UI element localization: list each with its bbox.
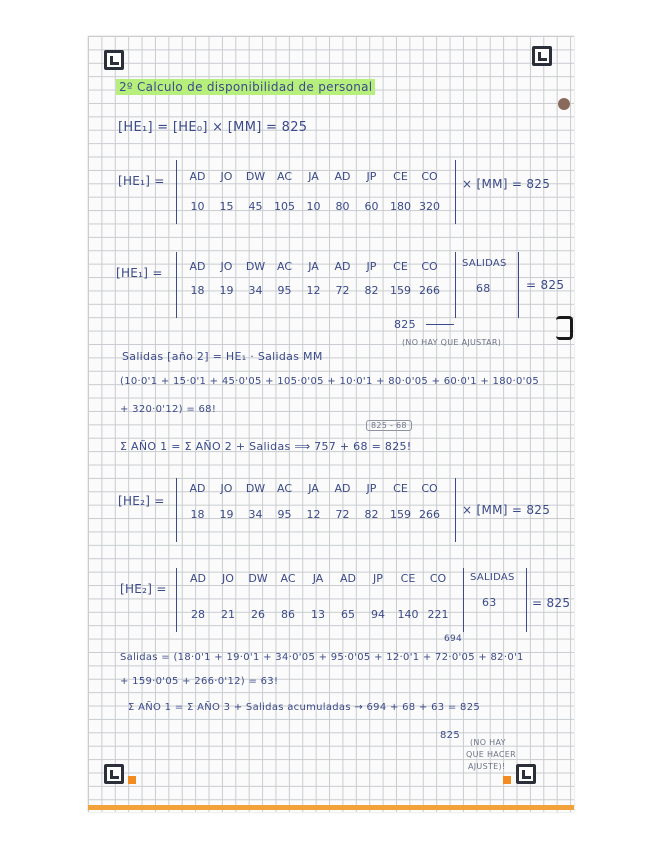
page-corner-mark-icon [104,50,124,70]
matrix-cell: JA [308,170,319,183]
matrix-cell: 34 [248,284,263,297]
matrix3-label: [HE₂] = [118,494,165,508]
matrix2-salidas [456,252,519,318]
calc1-line-a: (10·0'1 + 15·0'1 + 45·0'05 + 105·0'05 + 10·0'1 + 80·0'05 + 60·0'1 + 180·0'05 [120,376,540,387]
matrix-cell: 266 [419,508,440,521]
matrix4-headers [183,572,453,585]
matrix-cell: 19 [219,508,234,521]
matrix2-under-value: 825 [394,318,416,331]
matrix-cell: 28 [191,608,205,621]
matrix-cell: 72 [335,508,350,521]
matrix4-tail: = 825 [532,596,571,610]
matrix-cell: 10 [306,200,321,213]
bottom-note-3: AJUSTE)! [468,762,506,771]
matrix-cell: 86 [281,608,295,621]
matrix1-label: [HE₁] = [118,174,165,188]
matrix-cell: AD [189,170,206,183]
matrix-cell: 12 [306,284,321,297]
matrix-cell: 221 [427,608,449,621]
salidas2-line-b: + 159·0'05 + 266·0'12) = 63! [120,676,279,687]
calc1-line-b: + 320·0'12) = 68! [120,404,217,415]
page-corner-mark-icon [532,46,552,66]
arrow-icon [426,324,454,325]
matrix-cell: CE [400,572,416,585]
page-title: 2º Calculo de disponibilidad de personal [116,80,375,94]
matrix-cell: 140 [397,608,419,621]
matrix-cell: AD [190,572,206,585]
matrix-cell: CO [421,170,438,183]
matrix-cell: 159 [390,284,411,297]
salidas-value: 63 [482,596,497,609]
matrix-cell: 10 [190,200,205,213]
matrix-cell: 82 [364,508,379,521]
matrix3-values [183,508,444,521]
matrix-cell: 80 [335,200,350,213]
punch-hole-icon [558,98,570,110]
matrix4-under-value: 694 [444,634,463,644]
salidas-value: 68 [476,282,491,295]
matrix-cell: 95 [277,284,292,297]
matrix-cell: 82 [364,284,379,297]
matrix-cell: CO [421,482,438,495]
matrix-cell: AD [340,572,356,585]
bottom-value: 825 [440,730,460,741]
matrix-cell: 34 [248,508,263,521]
matrix-cell: 94 [371,608,385,621]
matrix4 [176,568,464,632]
matrix2 [176,252,456,318]
matrix-cell: 105 [274,200,295,213]
matrix-cell: CO [429,572,447,585]
matrix-cell: DW [245,482,266,495]
matrix-cell: 180 [390,200,411,213]
matrix-cell: JP [373,572,383,585]
matrix2-note: (NO HAY QUE AJUSTAR) [402,338,502,347]
salidas-year2-line: Salidas [año 2] = HE₁ · Salidas MM [122,350,323,363]
formula-he1: [HE₁] = [HE₀] × [MM] = 825 [118,120,308,135]
matrix-cell: AD [189,260,206,273]
matrix-cell: AD [334,170,351,183]
page-corner-mark-icon [516,764,536,784]
matrix-cell: AD [334,260,351,273]
matrix1-values [183,200,444,213]
matrix-cell: 72 [335,284,350,297]
matrix-cell: JP [366,170,377,183]
matrix-cell: JO [220,260,233,273]
salidas-label: SALIDAS [470,572,515,583]
matrix-cell: AC [276,170,292,183]
matrix-cell: JP [366,482,377,495]
matrix-cell: 13 [311,608,325,621]
matrix3 [176,478,456,542]
matrix-cell: CO [421,260,438,273]
matrix-cell: AD [334,482,351,495]
matrix-cell: JO [220,482,233,495]
matrix2-headers [183,260,444,273]
boxed-note: 825 - 68 [366,420,412,431]
matrix-cell: JP [366,260,377,273]
matrix-cell: 159 [390,508,411,521]
sum1-line: Σ AÑO 1 = Σ AÑO 2 + Salidas ⟹ 757 + 68 = 825! [120,440,412,453]
matrix2-label: [HE₁] = [116,266,163,280]
matrix-cell: CE [393,260,408,273]
matrix2-tail: = 825 [526,278,565,292]
matrix-cell: AC [276,260,292,273]
matrix-cell: 19 [219,284,234,297]
matrix-cell: AD [189,482,206,495]
matrix2-values [183,284,444,297]
orange-marker [128,776,136,784]
matrix4-values [183,608,453,621]
matrix3-headers [183,482,444,495]
salidas-label: SALIDAS [462,258,507,269]
matrix-cell: JA [308,482,319,495]
matrix-cell: 21 [221,608,235,621]
matrix-cell: JA [312,572,324,585]
binder-ring-icon [556,316,573,340]
matrix-cell: 45 [248,200,263,213]
matrix1-headers [183,170,444,183]
matrix4-label: [HE₂] = [120,582,167,596]
matrix-cell: 95 [277,508,292,521]
matrix-cell: JA [308,260,319,273]
sum2-line: Σ AÑO 1 = Σ AÑO 3 + Salidas acumuladas → 694 + 68 + 63 = 825 [128,702,481,713]
matrix-cell: 65 [341,608,355,621]
page-bottom-edge [88,805,574,810]
matrix-cell: AC [276,482,292,495]
matrix1 [176,160,456,224]
matrix-cell: DW [245,170,266,183]
matrix-cell: 266 [419,284,440,297]
matrix-cell: 60 [364,200,379,213]
orange-marker [503,776,511,784]
salidas2-line-a: Salidas = (18·0'1 + 19·0'1 + 34·0'05 + 95·0'05 + 12·0'1 + 72·0'05 + 82·0'1 [120,652,524,663]
bottom-note-2: QUE HACER [466,750,516,759]
matrix1-tail: × [MM] = 825 [462,177,551,191]
matrix4-salidas [464,568,527,632]
matrix-cell: 320 [419,200,440,213]
notebook-page [88,36,574,812]
matrix-cell: 12 [306,508,321,521]
matrix-cell: 26 [251,608,265,621]
matrix-cell: DW [248,572,268,585]
matrix-cell: CE [393,482,408,495]
matrix-cell: 18 [190,508,205,521]
bottom-note-1: (NO HAY [470,738,506,747]
page-corner-mark-icon [104,764,124,784]
matrix-cell: JO [222,572,234,585]
matrix-cell: AC [280,572,296,585]
matrix-cell: JO [220,170,233,183]
matrix-cell: CE [393,170,408,183]
matrix3-tail: × [MM] = 825 [462,503,551,517]
matrix-cell: 18 [190,284,205,297]
matrix-cell: DW [245,260,266,273]
matrix-cell: 15 [219,200,234,213]
